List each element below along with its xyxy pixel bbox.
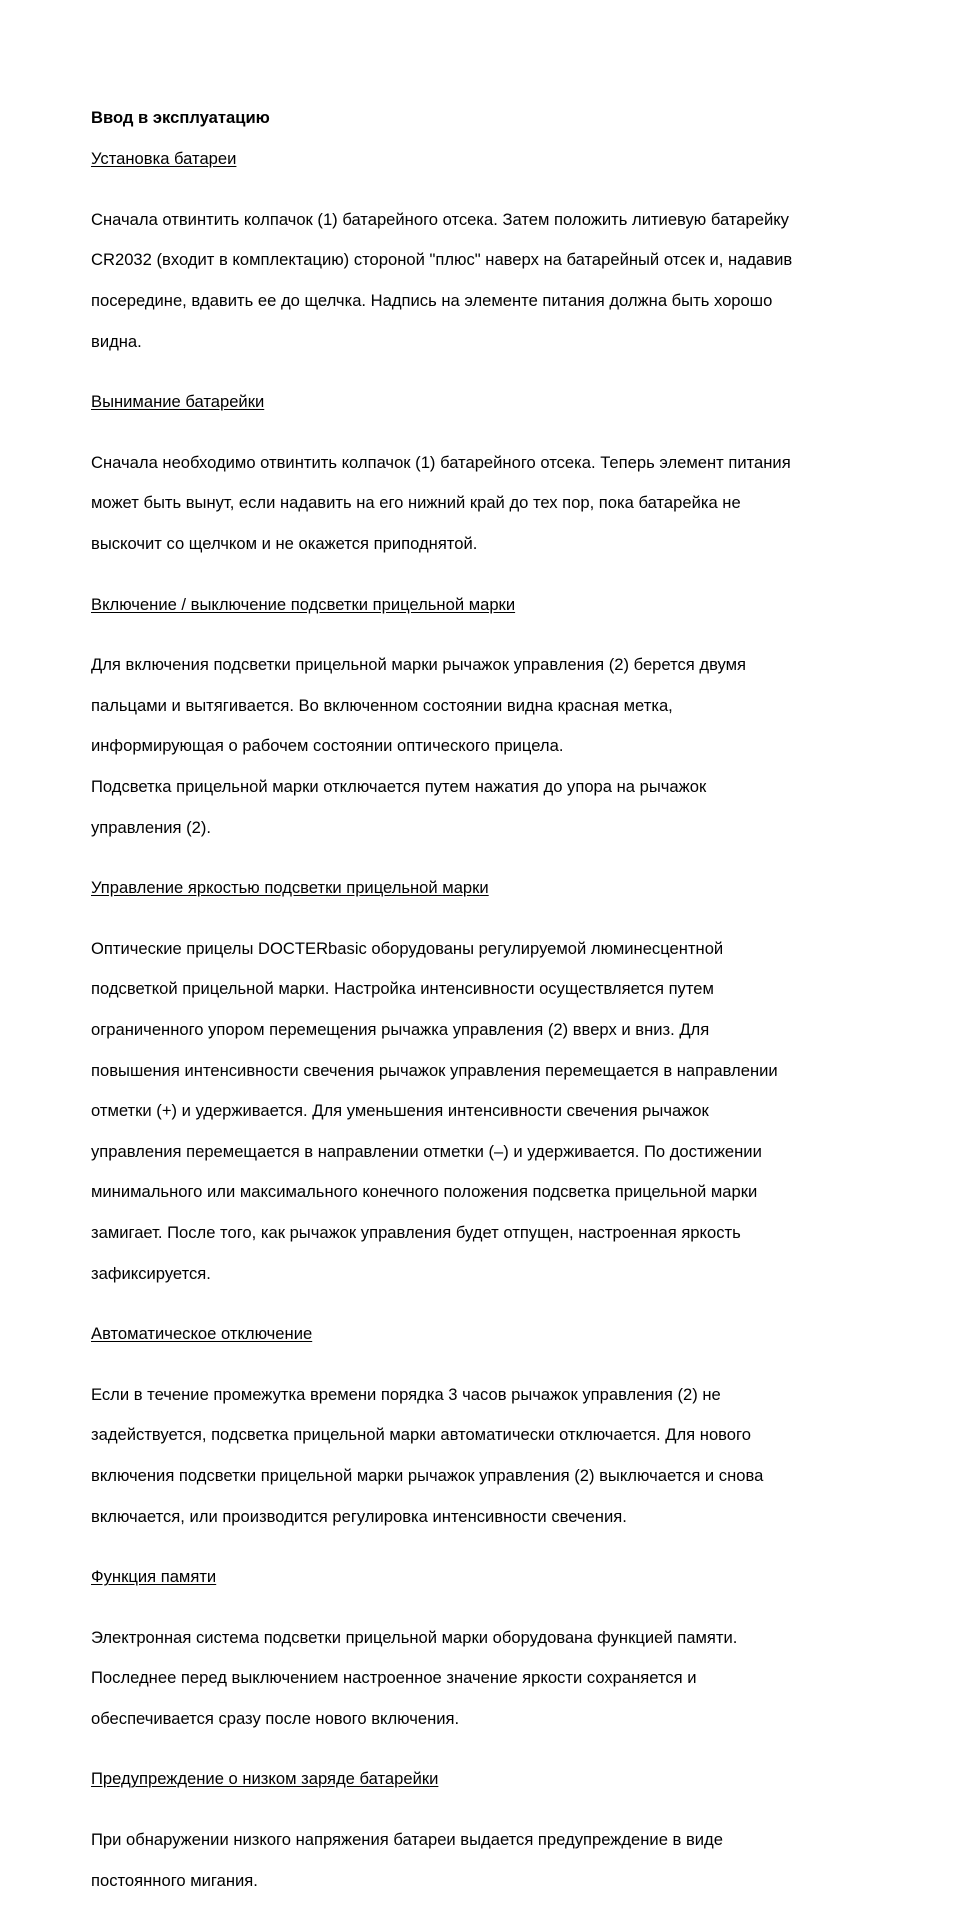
section-paragraph — [91, 1810, 871, 1911]
section-paragraph — [91, 433, 871, 575]
section-paragraph — [91, 635, 871, 858]
text-line: Сначала необходимо отвинтить колпачок (1) батарейного отсека. Теперь элемент питания — [91, 452, 791, 472]
text-line: Подсветка прицельной марки отключается путем нажатия до упора на рычажок — [91, 777, 707, 797]
section-battery-removal — [91, 392, 871, 574]
text-line: повышения интенсивности свечения рычажок управления перемещается в направлении — [91, 1060, 778, 1080]
section-battery-install — [91, 149, 871, 372]
text-line: включается, или производится регулировка интенсивности свечения. — [91, 1506, 627, 1526]
text-line: управления перемещается в направлении отметки (–) и удерживается. По достижении — [91, 1141, 762, 1161]
text-line: Оптические прицелы DOCTERbasic оборудованы регулируемой люминесцентной — [91, 938, 724, 958]
text-line: минимального или максимального конечного положения подсветка прицельной марки — [91, 1182, 758, 1202]
section-brightness-control — [91, 878, 871, 1304]
section-paragraph — [91, 1364, 871, 1547]
text-line: выскочит со щелчком и не окажется приподнятой. — [91, 534, 478, 554]
text-line: задействуется, подсветка прицельной марки автоматически отключается. Для нового — [91, 1425, 751, 1445]
text-line: постоянного мигания. — [91, 1870, 258, 1890]
text-line: При обнаружении низкого напряжения батареи выдается предупреждение в виде — [91, 1830, 723, 1850]
text-line: информирующая о рабочем состоянии оптического прицела. — [91, 736, 564, 756]
page-title: Ввод в эксплуатацию — [91, 108, 270, 127]
text-line: Для включения подсветки прицельной марки рычажок управления (2) берется двумя — [91, 655, 747, 675]
text-line: подсветкой прицельной марки. Настройка интенсивности осуществляется путем — [91, 979, 714, 999]
section-heading: Функция памяти — [91, 1567, 217, 1587]
section-heading: Автоматическое отключение — [91, 1324, 313, 1344]
section-illumination-toggle — [91, 595, 871, 859]
text-line: Последнее перед выключением настроенное значение яркости сохраняется и — [91, 1668, 697, 1688]
section-paragraph — [91, 190, 871, 373]
section-heading: Предупреждение о низком заряде батарейки — [91, 1769, 439, 1789]
section-auto-off — [91, 1324, 871, 1547]
text-line: ограниченного упором перемещения рычажка управления (2) вверх и вниз. Для — [91, 1019, 710, 1039]
section-heading: Включение / выключение подсветки прицельной марки — [91, 594, 516, 614]
text-line: CR2032 (входит в комплектацию) стороной "плюс" наверх на батарейный отсек и, надавив — [91, 250, 793, 270]
section-heading: Вынимание батарейки — [91, 392, 265, 412]
text-line: видна. — [91, 331, 142, 351]
section-heading: Установка батареи — [91, 149, 237, 169]
text-line: Если в течение промежутка времени порядка 3 часов рычажок управления (2) не — [91, 1384, 721, 1404]
text-line: отметки (+) и удерживается. Для уменьшения интенсивности свечения рычажок — [91, 1101, 709, 1121]
text-line: может быть вынут, если надавить на его нижний край до тех пор, пока батарейка не — [91, 493, 741, 513]
section-low-battery-warning — [91, 1769, 871, 1911]
text-line: пальцами и вытягивается. Во включенном состоянии видна красная метка, — [91, 695, 673, 715]
section-paragraph — [91, 1607, 871, 1749]
section-heading: Управление яркостью подсветки прицельной марки — [91, 878, 489, 898]
document-page — [91, 108, 871, 1931]
section-memory-function — [91, 1567, 871, 1749]
text-line: включения подсветки прицельной марки рычажок управления (2) выключается и снова — [91, 1465, 764, 1485]
text-line: обеспечивается сразу после нового включения. — [91, 1708, 460, 1728]
text-line: Электронная система подсветки прицельной марки оборудована функцией памяти. — [91, 1627, 738, 1647]
text-line: Сначала отвинтить колпачок (1) батарейного отсека. Затем положить литиевую батарейку — [91, 209, 789, 229]
text-line: замигает. После того, как рычажок управления будет отпущен, настроенная яркость — [91, 1222, 741, 1242]
text-line: управления (2). — [91, 817, 212, 837]
text-line: посередине, вдавить ее до щелчка. Надпись на элементе питания должна быть хорошо — [91, 291, 773, 311]
section-paragraph — [91, 919, 871, 1305]
text-line: зафиксируется. — [91, 1263, 211, 1283]
